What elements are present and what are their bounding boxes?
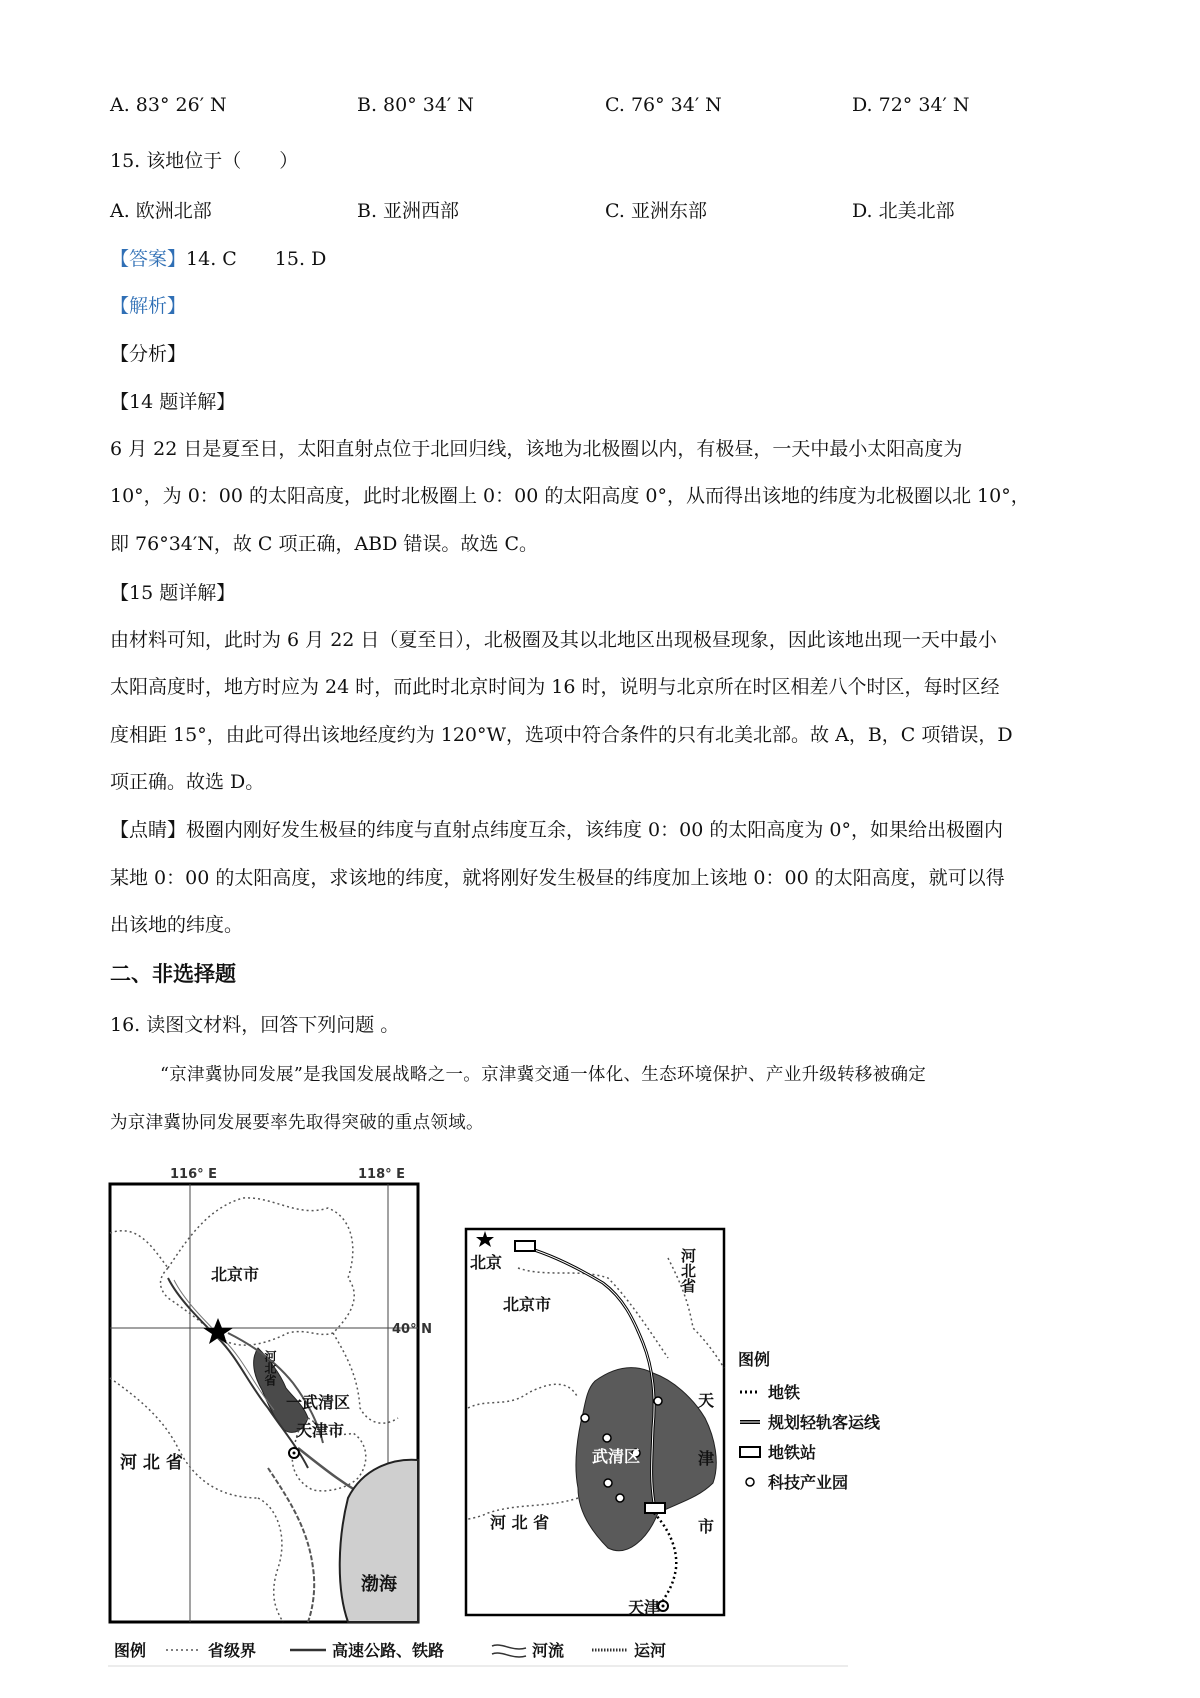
- q15-option-c: C. 亚洲东部: [605, 200, 707, 222]
- legend-highway-label: 高速公路、铁路: [332, 1641, 445, 1660]
- section2-title: 二、非选择题: [110, 962, 236, 986]
- right-tianjin-label: 天津: [628, 1598, 661, 1617]
- fenxi-label: 【分析】: [110, 343, 187, 365]
- left-wuqing-label: 一武清区: [286, 1393, 351, 1412]
- legend-park-label: 科技产业园: [768, 1473, 849, 1492]
- answer-text: 14. C 15. D: [186, 248, 327, 270]
- q15-detail-line-1: 由材料可知，此时为 6 月 22 日（夏至日），北极圈及其以北地区出现极昼现象，因此该地出现一天中最小: [110, 629, 997, 651]
- legend-bottom-title: 图例: [114, 1641, 147, 1660]
- q15-option-b: B. 亚洲西部: [357, 200, 460, 222]
- q14-option-c: C. 76° 34′ N: [605, 94, 722, 116]
- q16-material-line-1: “京津冀协同发展”是我国发展战略之一。京津冀交通一体化、生态环境保护、产业升级转移被确定: [160, 1065, 927, 1085]
- left-bohai-label: 渤海: [361, 1574, 397, 1595]
- right-beijing-label: 北京市: [503, 1295, 552, 1314]
- right-jin-label: 津: [698, 1449, 715, 1468]
- legend-park-icon: [746, 1478, 754, 1486]
- dianjing-line-2: 某地 0：00 的太阳高度，求该地的纬度，就将刚好发生极昼的纬度加上该地 0：00 的太阳高度，就可以得: [110, 867, 1005, 889]
- q14-option-d: D. 72° 34′ N: [852, 94, 970, 116]
- right-hebei-label: 河 北 省: [490, 1513, 550, 1532]
- q15-detail-line-3: 度相距 15°，由此可得出该地经度约为 120°W，选项中符合条件的只有北美北部。故 A，B，C 项错误，D: [110, 724, 1013, 746]
- lon-118-label: 118° E: [358, 1168, 406, 1182]
- q15-detail-label: 【15 题详解】: [110, 582, 236, 604]
- map-figure: [108, 1168, 928, 1678]
- answer-line: [110, 246, 326, 272]
- right-wuqing-label: 武清区: [592, 1447, 641, 1466]
- legend-station-label: 地铁站: [768, 1443, 817, 1462]
- left-tianjin-label: 天津市: [296, 1421, 345, 1440]
- left-hebei-label: 河 北 省: [120, 1453, 183, 1473]
- q14-detail-line-2: 10°，为 0：00 的太阳高度，此时北极圈上 0：00 的太阳高度 0°，从而得出该地的纬度为北极圈以北 10°，: [110, 485, 1030, 507]
- park-icon: [654, 1397, 662, 1405]
- answer-label: 【答案】: [110, 248, 187, 270]
- legend-subway-label: 地铁: [768, 1383, 801, 1402]
- station-beijing-icon: [515, 1241, 535, 1251]
- legend-light-rail-label: 规划轻轨客运线: [768, 1413, 881, 1432]
- right-shi-label: 市: [698, 1517, 715, 1536]
- q14-option-b: B. 80° 34′ N: [357, 94, 474, 116]
- station-wuqing-icon: [645, 1503, 665, 1513]
- legend-border-label: 省级界: [208, 1641, 257, 1660]
- park-icon: [603, 1434, 611, 1442]
- legend-station-icon: [740, 1447, 760, 1457]
- dianjing-line-3: 出该地的纬度。: [110, 914, 244, 936]
- q16-stem: 16. 读图文材料，回答下列问题 。: [110, 1014, 400, 1036]
- right-legend: [738, 1350, 881, 1492]
- park-icon: [581, 1414, 589, 1422]
- lat-40-label: 40° N: [392, 1322, 432, 1337]
- legend-canal-label: 运河: [634, 1641, 667, 1660]
- left-map: [110, 1168, 432, 1622]
- lon-116-label: 116° E: [170, 1168, 218, 1182]
- right-beijing-city-label: 北京: [470, 1253, 503, 1272]
- dianjing-line-1: 【点睛】极圈内刚好发生极昼的纬度与直射点纬度互余，该纬度 0：00 的太阳高度为 0°，如果给出极圈内: [110, 819, 1003, 841]
- q15-stem: 15. 该地位于（ ）: [110, 150, 299, 172]
- left-hebei-small-label: 河北省: [263, 1350, 277, 1386]
- q15-option-a: A. 欧洲北部: [110, 200, 212, 222]
- legend-river-label: 河流: [532, 1641, 565, 1660]
- q16-material-line-2: 为京津冀协同发展要率先取得突破的重点领域。: [110, 1113, 484, 1133]
- q14-detail-label: 【14 题详解】: [110, 391, 236, 413]
- analysis-label: 【解析】: [110, 295, 187, 317]
- park-icon: [616, 1494, 624, 1502]
- q14-detail-line-1: 6 月 22 日是夏至日，太阳直射点位于北回归线，该地为北极圈以内，有极昼，一天中最小太阳高度为: [110, 438, 963, 460]
- q14-option-a: A. 83° 26′ N: [110, 94, 227, 116]
- legend-right-title: 图例: [738, 1350, 771, 1369]
- q15-detail-line-4: 项正确。故选 D。: [110, 771, 265, 793]
- q15-detail-line-2: 太阳高度时，地方时应为 24 时，而此时北京时间为 16 时，说明与北京所在时区相差八个时区，每时区经: [110, 676, 1000, 698]
- right-hebei-n-label: 河北省: [679, 1248, 697, 1293]
- bottom-legend: [108, 1641, 848, 1666]
- park-icon: [604, 1479, 612, 1487]
- right-tian-label: 天: [698, 1391, 715, 1410]
- right-map: [466, 1229, 724, 1617]
- legend-river-icon: [492, 1645, 526, 1657]
- q15-option-d: D. 北美北部: [852, 200, 955, 222]
- q14-detail-line-3: 即 76°34′N，故 C 项正确，ABD 错误。故选 C。: [110, 533, 538, 555]
- left-beijing-label: 北京市: [211, 1265, 260, 1284]
